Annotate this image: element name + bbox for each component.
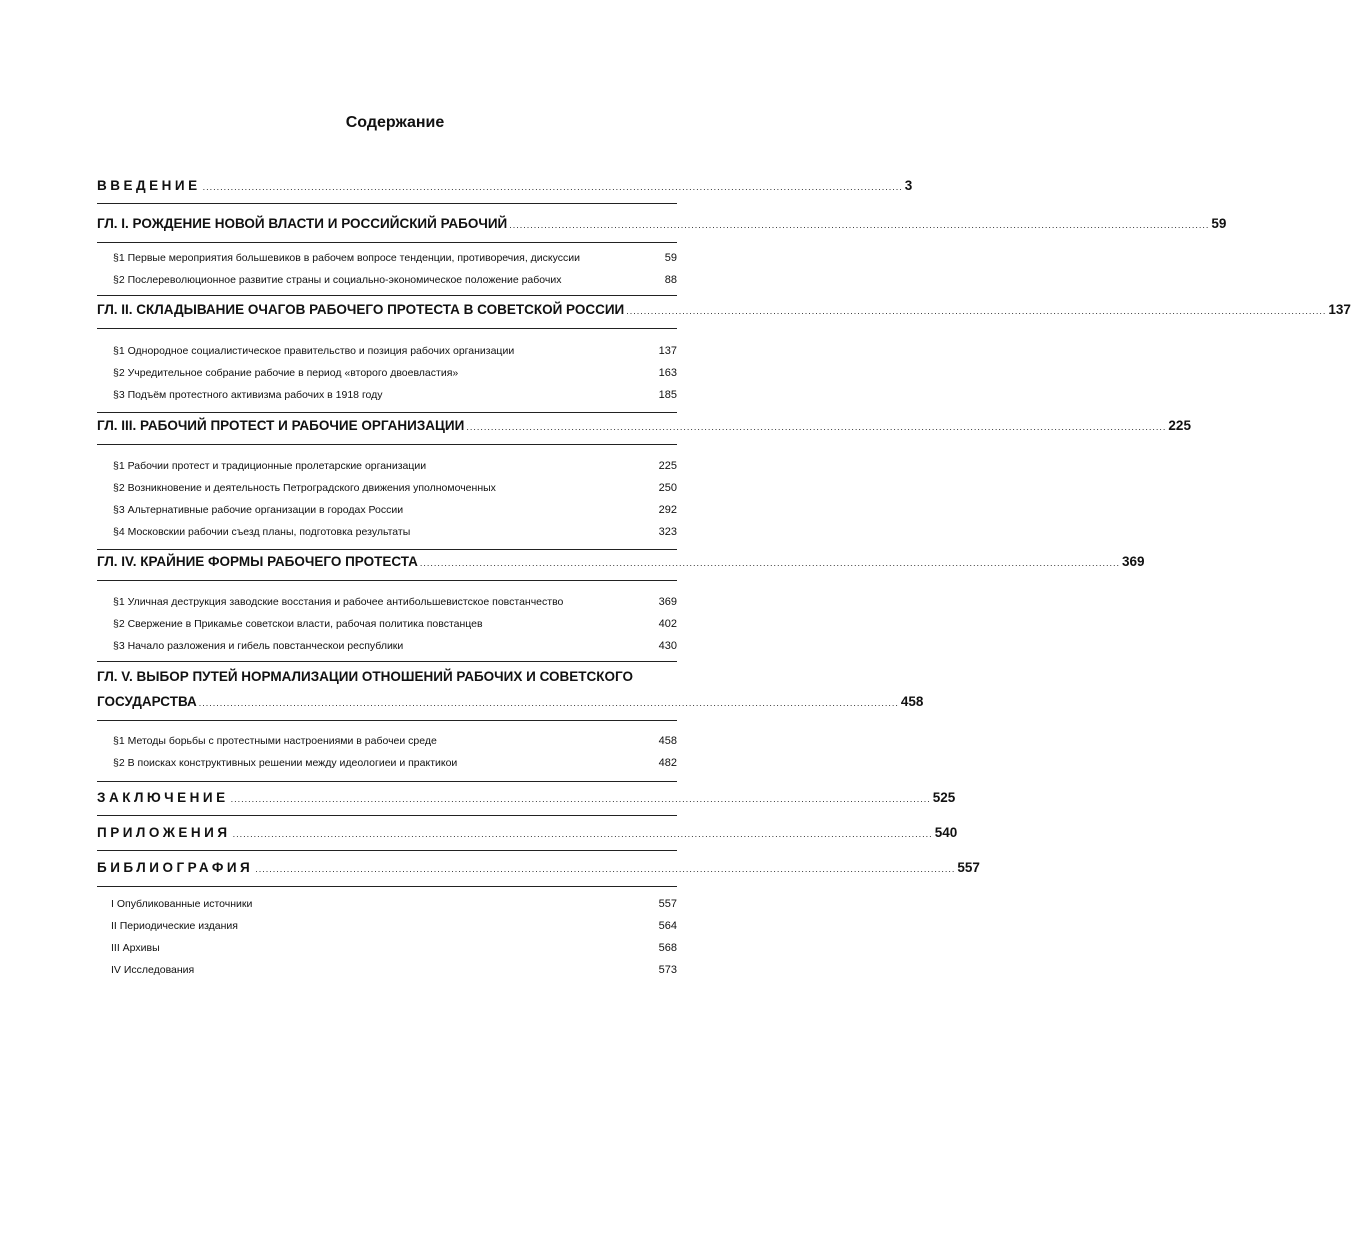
toc-entry-conclusion[interactable]: [97, 788, 956, 808]
toc-section-label: III Архивы: [111, 942, 160, 954]
toc-section-label: I Опубликованные источники: [111, 898, 253, 910]
toc-page-number: 564: [658, 920, 677, 932]
toc-page-number: 59: [664, 252, 677, 264]
toc-entry-introduction[interactable]: [97, 176, 913, 196]
toc-section-label: II Периодические издания: [111, 920, 238, 932]
divider: [97, 549, 677, 550]
toc-page-number: 369: [1122, 554, 1145, 569]
toc-section-5-1[interactable]: [97, 730, 677, 752]
page-title: Содержание: [345, 114, 445, 131]
divider: [97, 815, 677, 816]
toc-entry-label: ПРИЛОЖЕНИЯ: [97, 825, 231, 840]
toc-page-number: 292: [658, 504, 677, 516]
toc-section-4-1[interactable]: [97, 591, 677, 613]
divider: [97, 412, 677, 413]
divider: [97, 203, 677, 204]
divider: [97, 781, 677, 782]
toc-page-number: 225: [1168, 418, 1191, 433]
dot-leader: ........................................................................................................................................................................................................: [230, 794, 931, 804]
toc-section-label: §2 Свержение в Прикамье советскои власти, рабочая политика повстанцев: [113, 618, 483, 630]
dot-leader: ........................................................................................................................................................................................................: [202, 182, 903, 192]
toc-section-2-1[interactable]: [97, 340, 677, 362]
toc-entry-line2: [97, 690, 924, 714]
toc-entry-label: ГЛ. II. СКЛАДЫВАНИЕ ОЧАГОВ РАБОЧЕГО ПРОТЕСТА В СОВЕТСКОЙ РОССИИ: [97, 302, 625, 317]
toc-page-number: 185: [658, 389, 677, 401]
toc-entry-appendices[interactable]: [97, 823, 958, 843]
toc-entry-bibliography[interactable]: [97, 858, 980, 878]
toc-entry-label: БИБЛИОГРАФИЯ: [97, 860, 254, 875]
toc-entry-label: ГЛ. IV. КРАЙНИЕ ФОРМЫ РАБОЧЕГО ПРОТЕСТА: [97, 554, 418, 569]
toc-page-number: 482: [658, 757, 677, 769]
toc-page-number: 430: [658, 640, 677, 652]
toc-page-number: 458: [900, 694, 924, 709]
toc-page-number: 402: [658, 618, 677, 630]
divider: [97, 661, 677, 662]
toc-page-number: 557: [658, 898, 677, 910]
toc-section-3-1[interactable]: [97, 455, 677, 477]
toc-section-label: §2 Послереволюционное развитие страны и социально-экономическое положение рабочих: [113, 274, 562, 286]
divider: [97, 850, 677, 851]
toc-page-number: 540: [934, 825, 958, 840]
toc-entry-label: ГЛ. I. РОЖДЕНИЕ НОВОЙ ВЛАСТИ И РОССИЙСКИЙ РАБОЧИЙ: [97, 216, 508, 231]
toc-section-1-1[interactable]: [97, 247, 677, 269]
toc-entry-label: ЗАКЛЮЧЕНИЕ: [97, 790, 229, 805]
toc-section-label: §2 Учредительное собрание рабочие в период «второго двоевластия»: [113, 367, 459, 379]
toc-bibliography-item-4[interactable]: [97, 959, 677, 981]
toc-entry-label: ВВЕДЕНИЕ: [97, 178, 201, 193]
toc-section-2-3[interactable]: [97, 384, 677, 406]
toc-page-number: 323: [658, 526, 677, 538]
toc-section-label: §1 Однородное социалистическое правительство и позиция рабочих организации: [113, 345, 515, 357]
toc-page-number: 59: [1211, 216, 1227, 231]
toc-section-3-2[interactable]: [97, 477, 677, 499]
toc-section-label: §4 Московскии рабочии съезд планы, подготовка результаты: [113, 526, 411, 538]
dot-leader: ........................................................................................................................................................................................................: [232, 829, 933, 839]
toc-page-number: 568: [658, 942, 677, 954]
toc-page-number: 3: [904, 178, 913, 193]
toc-section-label: §1 Рабочии протест и традиционные пролетарские организации: [113, 460, 427, 472]
toc-bibliography-item-2[interactable]: [97, 915, 677, 937]
dot-leader: ........................................................................................................................................................................................................: [466, 422, 1167, 432]
dot-leader: ........................................................................................................................................................................................................: [198, 698, 899, 708]
toc-page-number: 250: [658, 482, 677, 494]
toc-section-label: §3 Альтернативные рабочие организации в городах России: [113, 504, 404, 516]
toc-entry-chapter-3[interactable]: [97, 416, 1191, 436]
dot-leader: ........................................................................................................................................................................................................: [626, 306, 1327, 316]
toc-entry-label-line2: ГОСУДАРСТВА: [97, 694, 197, 709]
toc-page-number: 557: [957, 860, 980, 875]
dot-leader: ........................................................................................................................................................................................................: [419, 558, 1121, 568]
toc-bibliography-item-1[interactable]: [97, 893, 677, 915]
toc-entry-chapter-2[interactable]: [97, 300, 1351, 320]
divider: [97, 295, 677, 296]
toc-page-number: 137: [658, 345, 677, 357]
toc-section-3-3[interactable]: [97, 499, 677, 521]
toc-section-label: §1 Первые мероприятия большевиков в рабочем вопросе тенденции, противоречия, дискуссии: [113, 252, 580, 264]
toc-entry-label: ГЛ. III. РАБОЧИЙ ПРОТЕСТ И РАБОЧИЕ ОРГАНИЗАЦИИ: [97, 418, 465, 433]
toc-section-5-2[interactable]: [97, 752, 677, 774]
toc-section-2-2[interactable]: [97, 362, 677, 384]
toc-page-number: 88: [664, 274, 677, 286]
toc-entry-label-line1: ГЛ. V. ВЫБОР ПУТЕЙ НОРМАЛИЗАЦИИ ОТНОШЕНИЙ РАБОЧИХ И СОВЕТСКОГО: [97, 669, 633, 684]
toc-section-4-3[interactable]: [97, 635, 677, 657]
toc-section-4-2[interactable]: [97, 613, 677, 635]
toc-section-label: §1 Уличная деструкция заводские восстания и рабочее антибольшевистское повстанчество: [113, 596, 564, 608]
toc-page-number: 458: [658, 735, 677, 747]
toc-entry-chapter-5[interactable]: [97, 664, 924, 714]
toc-page-number: 369: [658, 596, 677, 608]
toc-section-label: IV Исследования: [111, 964, 195, 976]
toc-entry-chapter-1[interactable]: [97, 214, 1227, 234]
table-of-contents: [97, 176, 1351, 981]
toc-section-3-4[interactable]: [97, 521, 677, 543]
toc-section-label: §2 В поисках конструктивных решении между идеологиеи и практикои: [113, 757, 458, 769]
toc-page-number: 137: [1328, 302, 1351, 317]
toc-bibliography-item-3[interactable]: [97, 937, 677, 959]
toc-section-label: §2 Возникновение и деятельность Петроградского движения уполномоченных: [113, 482, 496, 494]
toc-section-label: §3 Начало разложения и гибель повстанческои республики: [113, 640, 404, 652]
toc-entry-chapter-4[interactable]: [97, 552, 1145, 572]
toc-page-number: 163: [658, 367, 677, 379]
toc-page-number: 225: [658, 460, 677, 472]
dot-leader: ........................................................................................................................................................................................................: [255, 864, 956, 874]
toc-page-number: 525: [932, 790, 956, 805]
toc-page-number: 573: [658, 964, 677, 976]
toc-section-1-2[interactable]: [97, 269, 677, 291]
dot-leader: ........................................................................................................................................................................................................: [509, 220, 1210, 230]
toc-section-label: §1 Методы борьбы с протестными настроениями в рабочеи среде: [113, 735, 437, 747]
toc-section-label: §3 Подъём протестного активизма рабочих в 1918 году: [113, 389, 383, 401]
